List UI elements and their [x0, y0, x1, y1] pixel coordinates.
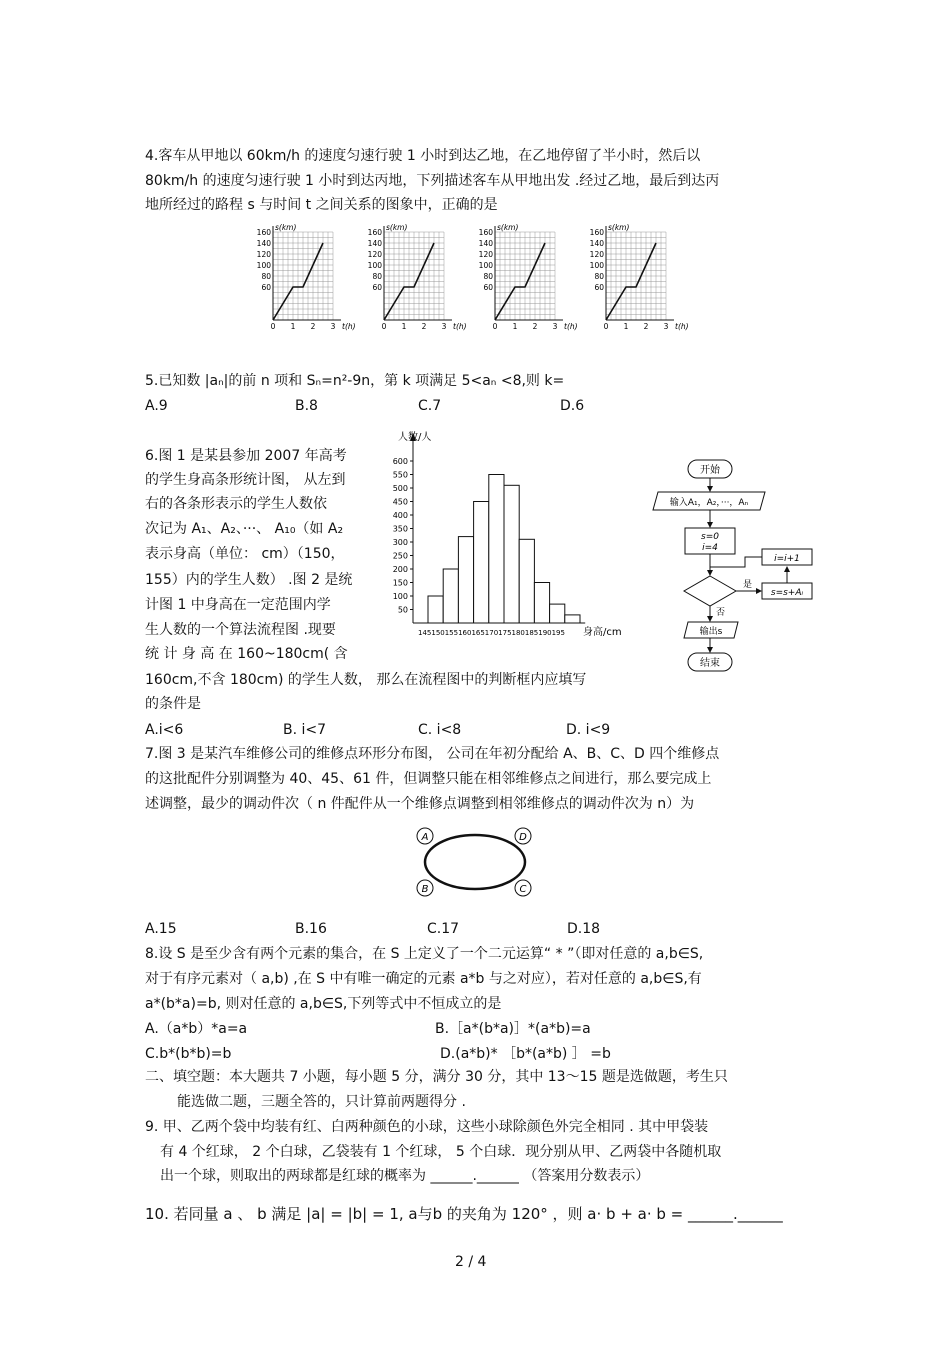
flowchart-svg — [640, 455, 820, 675]
q6-line-5: 表示身高（单位： cm）（150， — [145, 546, 345, 562]
q4-line1: 4.客车从甲地以 60km/h 的速度匀速行驶 1 小时到达乙地，在乙地停留了半小时，然后以 — [145, 148, 701, 164]
x-tick-label: 3 — [330, 322, 336, 331]
q6-line-3: 右的各条形表示的学生人数依 — [145, 496, 327, 512]
histogram-bar — [519, 539, 534, 623]
x-tick-label: 2 — [421, 322, 427, 331]
x-axis-label: t(h) — [675, 322, 689, 331]
y-axis-label: 人数/人 — [398, 432, 432, 443]
y-axis-label: s(km) — [386, 223, 408, 232]
y-tick-label: 100 — [256, 261, 271, 270]
y-tick-label: 100 — [392, 592, 408, 601]
y-tick-label: 160 — [256, 228, 271, 237]
y-tick-label: 550 — [392, 470, 408, 480]
y-tick-label: 200 — [392, 565, 408, 574]
flow-decision — [684, 576, 736, 606]
q8-option-d: D.(a*b)* ［b*(a*b) ］ =b — [440, 1046, 611, 1062]
q4-graph-3 — [479, 223, 578, 331]
q5-option-b: B.8 — [295, 398, 318, 414]
q4-line2: 80km/h 的速度匀速行驶 1 小时到达丙地，下列描述客车从甲地出发 .经过乙地，最后到达丙 — [145, 173, 720, 189]
histogram-bar — [489, 475, 504, 624]
y-tick-label: 80 — [261, 272, 271, 281]
x-tick-label: 2 — [532, 322, 538, 331]
x-axis-label: t(h) — [342, 322, 356, 331]
histogram-bar — [458, 537, 473, 623]
flow-init-i: i=4 — [702, 543, 718, 553]
x-tick-label: 0 — [492, 322, 498, 331]
q4-line3: 地所经过的路程 s 与时间 t 之间关系的图象中，正确的是 — [145, 197, 498, 213]
x-tick-label: 0 — [381, 322, 387, 331]
q7-line2: 的这批配件分别调整为 40、45、61 件，但调整只能在相邻维修点之间进行，那么要完成上 — [145, 771, 712, 787]
flow-input-text: 输入A₁，A₂，···，Aₙ — [669, 498, 749, 508]
y-tick-label: 120 — [589, 250, 604, 259]
x-tick-label: 1 — [290, 322, 296, 331]
y-tick-label: 60 — [372, 283, 382, 292]
q7-ring-diagram — [410, 820, 540, 905]
q5-option-d: D.6 — [560, 398, 585, 414]
q5-option-c: C.7 — [418, 398, 442, 414]
y-tick-label: 120 — [256, 250, 271, 259]
q6-flowchart — [640, 455, 820, 675]
y-tick-label: 60 — [594, 283, 604, 292]
q4-graph-svg — [245, 222, 705, 337]
x-tick-label: 1 — [512, 322, 518, 331]
q4-graph-1 — [257, 223, 356, 331]
q7-option-c: C.17 — [427, 921, 460, 937]
q9-line3: 出一个球，则取出的两球都是红球的概率为 ______.______ （答案用分数表示） — [160, 1168, 650, 1184]
y-tick-label: 80 — [483, 272, 493, 281]
q6-option-a: A.i<6 — [145, 722, 184, 738]
y-tick-label: 450 — [392, 497, 408, 507]
histogram-bar — [534, 583, 549, 624]
histogram-bar — [443, 569, 458, 623]
page-number: 2 / 4 — [455, 1254, 487, 1270]
histogram-svg — [368, 428, 638, 643]
y-tick-label: 100 — [478, 261, 493, 270]
q6-line-10: 160cm,不含 180cm) 的学生人数， 那么在流程图中的判断框内应填写 — [145, 672, 587, 688]
q9-line2: 有 4 个红球， 2 个白球，乙袋装有 1 个红球， 5 个白球．现分别从甲、乙两袋中各随机取 — [160, 1144, 722, 1160]
y-tick-label: 160 — [367, 228, 382, 237]
y-tick-label: 100 — [367, 261, 382, 270]
x-axis-label: t(h) — [453, 322, 467, 331]
y-tick-label: 80 — [594, 272, 604, 281]
x-axis-label: t(h) — [564, 322, 578, 331]
q6-line-1: 6.图 1 是某县参加 2007 年高考 — [145, 448, 347, 464]
y-tick-label: 160 — [589, 228, 604, 237]
q6-line-4: 次记为 A₁、A₂、···、 A₁₀（如 A₂ — [145, 521, 344, 537]
flow-output-text: 输出s — [699, 627, 723, 637]
y-tick-label: 80 — [372, 272, 382, 281]
q6-option-b: B. i<7 — [283, 722, 327, 738]
section2-line2: 能选做二题，三题全答的，只计算前两题得分 . — [177, 1094, 466, 1110]
q6-line-11: 的条件是 — [145, 696, 201, 712]
q8-option-a: A.（a*b）*a=a — [145, 1021, 248, 1037]
y-tick-label: 160 — [478, 228, 493, 237]
flow-yes-label: 是 — [743, 580, 753, 590]
y-tick-label: 140 — [589, 239, 604, 248]
y-tick-label: 140 — [478, 239, 493, 248]
ring-svg — [410, 820, 540, 905]
y-tick-label: 100 — [589, 261, 604, 270]
q6-line-2: 的学生身高条形统计图， 从左到 — [145, 472, 346, 488]
q6-line-8: 生人数的一个算法流程图 .现要 — [145, 622, 336, 638]
q8-line1: 8.设 S 是至少含有两个元素的集合，在 S 上定义了一个二元运算“ * ”（即对任意的 a,b∈S, — [145, 946, 704, 962]
q8-option-c: C.b*(b*b)=b — [145, 1046, 232, 1062]
y-tick-label: 350 — [392, 524, 408, 534]
q6-line-7: 计图 1 中身高在一定范围内学 — [145, 597, 331, 613]
x-tick-label: 3 — [663, 322, 669, 331]
y-tick-label: 120 — [367, 250, 382, 259]
y-tick-label: 300 — [392, 538, 408, 547]
q9-line1: 9. 甲、乙两个袋中均装有红、白两种颜色的小球，这些小球除颜色外完全相同 . 其中甲袋装 — [145, 1119, 709, 1135]
x-tick-label: 3 — [552, 322, 558, 331]
histogram-bar — [474, 502, 489, 624]
node-b-label: B — [421, 884, 429, 895]
q5-option-a: A.9 — [145, 398, 168, 414]
y-tick-label: 500 — [392, 484, 408, 493]
y-tick-label: 140 — [367, 239, 382, 248]
q7-option-b: B.16 — [295, 921, 327, 937]
y-tick-label: 120 — [478, 250, 493, 259]
q4-graph-4 — [590, 223, 689, 331]
y-tick-label: 50 — [397, 605, 408, 615]
q8-line2: 对于有序元素对（ a,b) ,在 S 中有唯一确定的元素 a*b 与之对应），若对任意的 a,b∈S,有 — [145, 971, 702, 987]
q6-histogram — [368, 428, 638, 643]
y-tick-label: 140 — [256, 239, 271, 248]
x-tick-label: 1 — [401, 322, 407, 331]
x-axis-label: 身高/cm — [583, 627, 622, 638]
q10-line: 10. 若同量 a 、 b 满足 |a| = |b| = 1, a与b 的夹角为 120° ，则 a· b + a· b = ______.______ — [145, 1205, 783, 1223]
q7-line3: 述调整，最少的调动件次（ n 件配件从一个维修点调整到相邻维修点的调动件次为 n）为 — [145, 796, 695, 812]
histogram-bar — [428, 596, 443, 623]
x-tick-labels: 145150155160165170175180185190195 — [418, 629, 565, 637]
y-tick-label: 600 — [392, 457, 408, 466]
flow-end-text: 结束 — [700, 658, 720, 669]
flow-inc-text: i=i+1 — [774, 554, 800, 564]
y-tick-label: 150 — [392, 578, 408, 588]
q8-option-b: B.［a*(b*a)］*(a*b)=a — [435, 1021, 591, 1037]
x-tick-label: 0 — [603, 322, 609, 331]
q7-option-a: A.15 — [145, 921, 177, 937]
q4-graph-2 — [368, 223, 467, 331]
q6-line-6: 155）内的学生人数） .图 2 是统 — [145, 572, 353, 588]
q7-line1: 7.图 3 是某汽车维修公司的维修点环形分布图， 公司在年初分配给 A、B、C、D 四个维修点 — [145, 746, 720, 762]
q6-line-9: 统 计 身 高 在 160~180cm( 含 — [145, 646, 348, 662]
node-d-label: D — [519, 832, 527, 843]
flow-init-s: s=0 — [701, 532, 719, 542]
x-tick-label: 1 — [623, 322, 629, 331]
flow-no-label: 否 — [716, 608, 726, 618]
y-tick-label: 60 — [483, 283, 493, 292]
y-tick-label: 400 — [392, 511, 408, 520]
node-c-label: C — [519, 884, 527, 895]
y-axis-label: s(km) — [608, 223, 630, 232]
y-axis-label: s(km) — [497, 223, 519, 232]
x-tick-label: 2 — [310, 322, 316, 331]
flow-start-text: 开始 — [700, 465, 720, 476]
histogram-bar — [565, 615, 580, 623]
y-tick-label: 60 — [261, 283, 271, 292]
q6-option-d: D. i<9 — [566, 722, 611, 738]
section2-line1: 二、填空题：本大题共 7 小题，每小题 5 分，满分 30 分，其中 13～15 题是选做题，考生只 — [145, 1069, 728, 1085]
q4-graphs — [245, 222, 705, 337]
x-tick-label: 2 — [643, 322, 649, 331]
node-a-label: A — [421, 832, 429, 843]
y-axis-label: s(km) — [275, 223, 297, 232]
x-tick-label: 3 — [441, 322, 447, 331]
q6-option-c: C. i<8 — [418, 722, 462, 738]
histogram-bar — [550, 604, 565, 623]
q7-option-d: D.18 — [567, 921, 601, 937]
q8-line3: a*(b*a)=b, 则对任意的 a,b∈S,下列等式中不恒成立的是 — [145, 996, 502, 1012]
x-tick-label: 0 — [270, 322, 276, 331]
flow-accum-text: s=s+Aᵢ — [770, 588, 804, 598]
histogram-bar — [504, 485, 519, 623]
y-tick-label: 250 — [392, 551, 408, 561]
q5-line: 5.已知数 |aₙ|的前 n 项和 Sₙ=n²-9n，第 k 项满足 5<aₙ <8,则 k= — [145, 373, 565, 389]
